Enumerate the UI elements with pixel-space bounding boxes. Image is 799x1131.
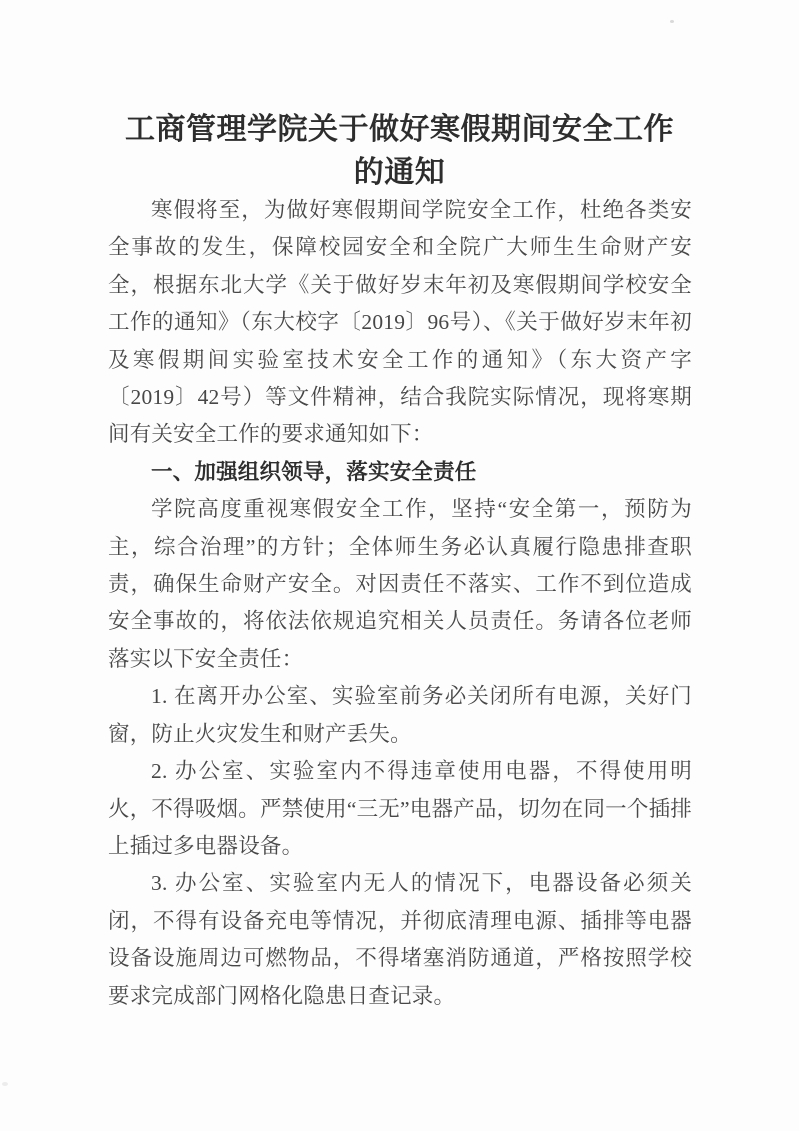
paragraph-item-2: 2. 办公室、实验室内不得违章使用电器，不得使用明火，不得吸烟。严禁使用“三无”电器产品，切勿在同一个插排上插过多电器设备。 (108, 759, 692, 858)
document-title-line-2: 的通知 (353, 156, 446, 189)
section-1-heading: 一、加强组织领导，落实安全责任 (151, 459, 477, 484)
scan-artifact-speck (2, 1082, 8, 1086)
document-title-line-1: 工商管理学院关于做好寒假期间安全工作 (125, 113, 674, 146)
document-title (0, 108, 799, 194)
scan-artifact-speck (670, 20, 674, 23)
paragraph-section-1-intro: 学院高度重视寒假安全工作，坚持“安全第一，预防为主，综合治理”的方针；全体师生务必认真履行隐患排查职责，确保生命财产安全。对因责任不落实、工作不到位造成安全事故的，将依法依规追究相关人员责任。务请各位老师落实以下安全责任： (108, 497, 692, 671)
document-body (108, 192, 692, 1015)
paragraph-opening: 寒假将至，为做好寒假期间学院安全工作，杜绝各类安全事故的发生，保障校园安全和全院广大师生生命财产安全，根据东北大学《关于做好岁末年初及寒假期间学校安全工作的通知》（东大校字〔2019〕96号）、《关于做好岁末年初及寒假期间实验室技术安全工作的通知》（东大资产字〔2019〕42号）等文件精神，结合我院实际情况，现将寒期间有关安全工作的要求通知如下： (108, 198, 692, 447)
paragraph-item-1: 1. 在离开办公室、实验室前务必关闭所有电源，关好门窗，防止火灾发生和财产丢失。 (108, 684, 692, 746)
paragraph-item-3: 3. 办公室、实验室内无人的情况下，电器设备必须关闭，不得有设备充电等情况，并彻底清理电源、插排等电器设备设施周边可燃物品，不得堵塞消防通道，严格按照学校要求完成部门网格化隐患日查记录。 (108, 871, 692, 1008)
